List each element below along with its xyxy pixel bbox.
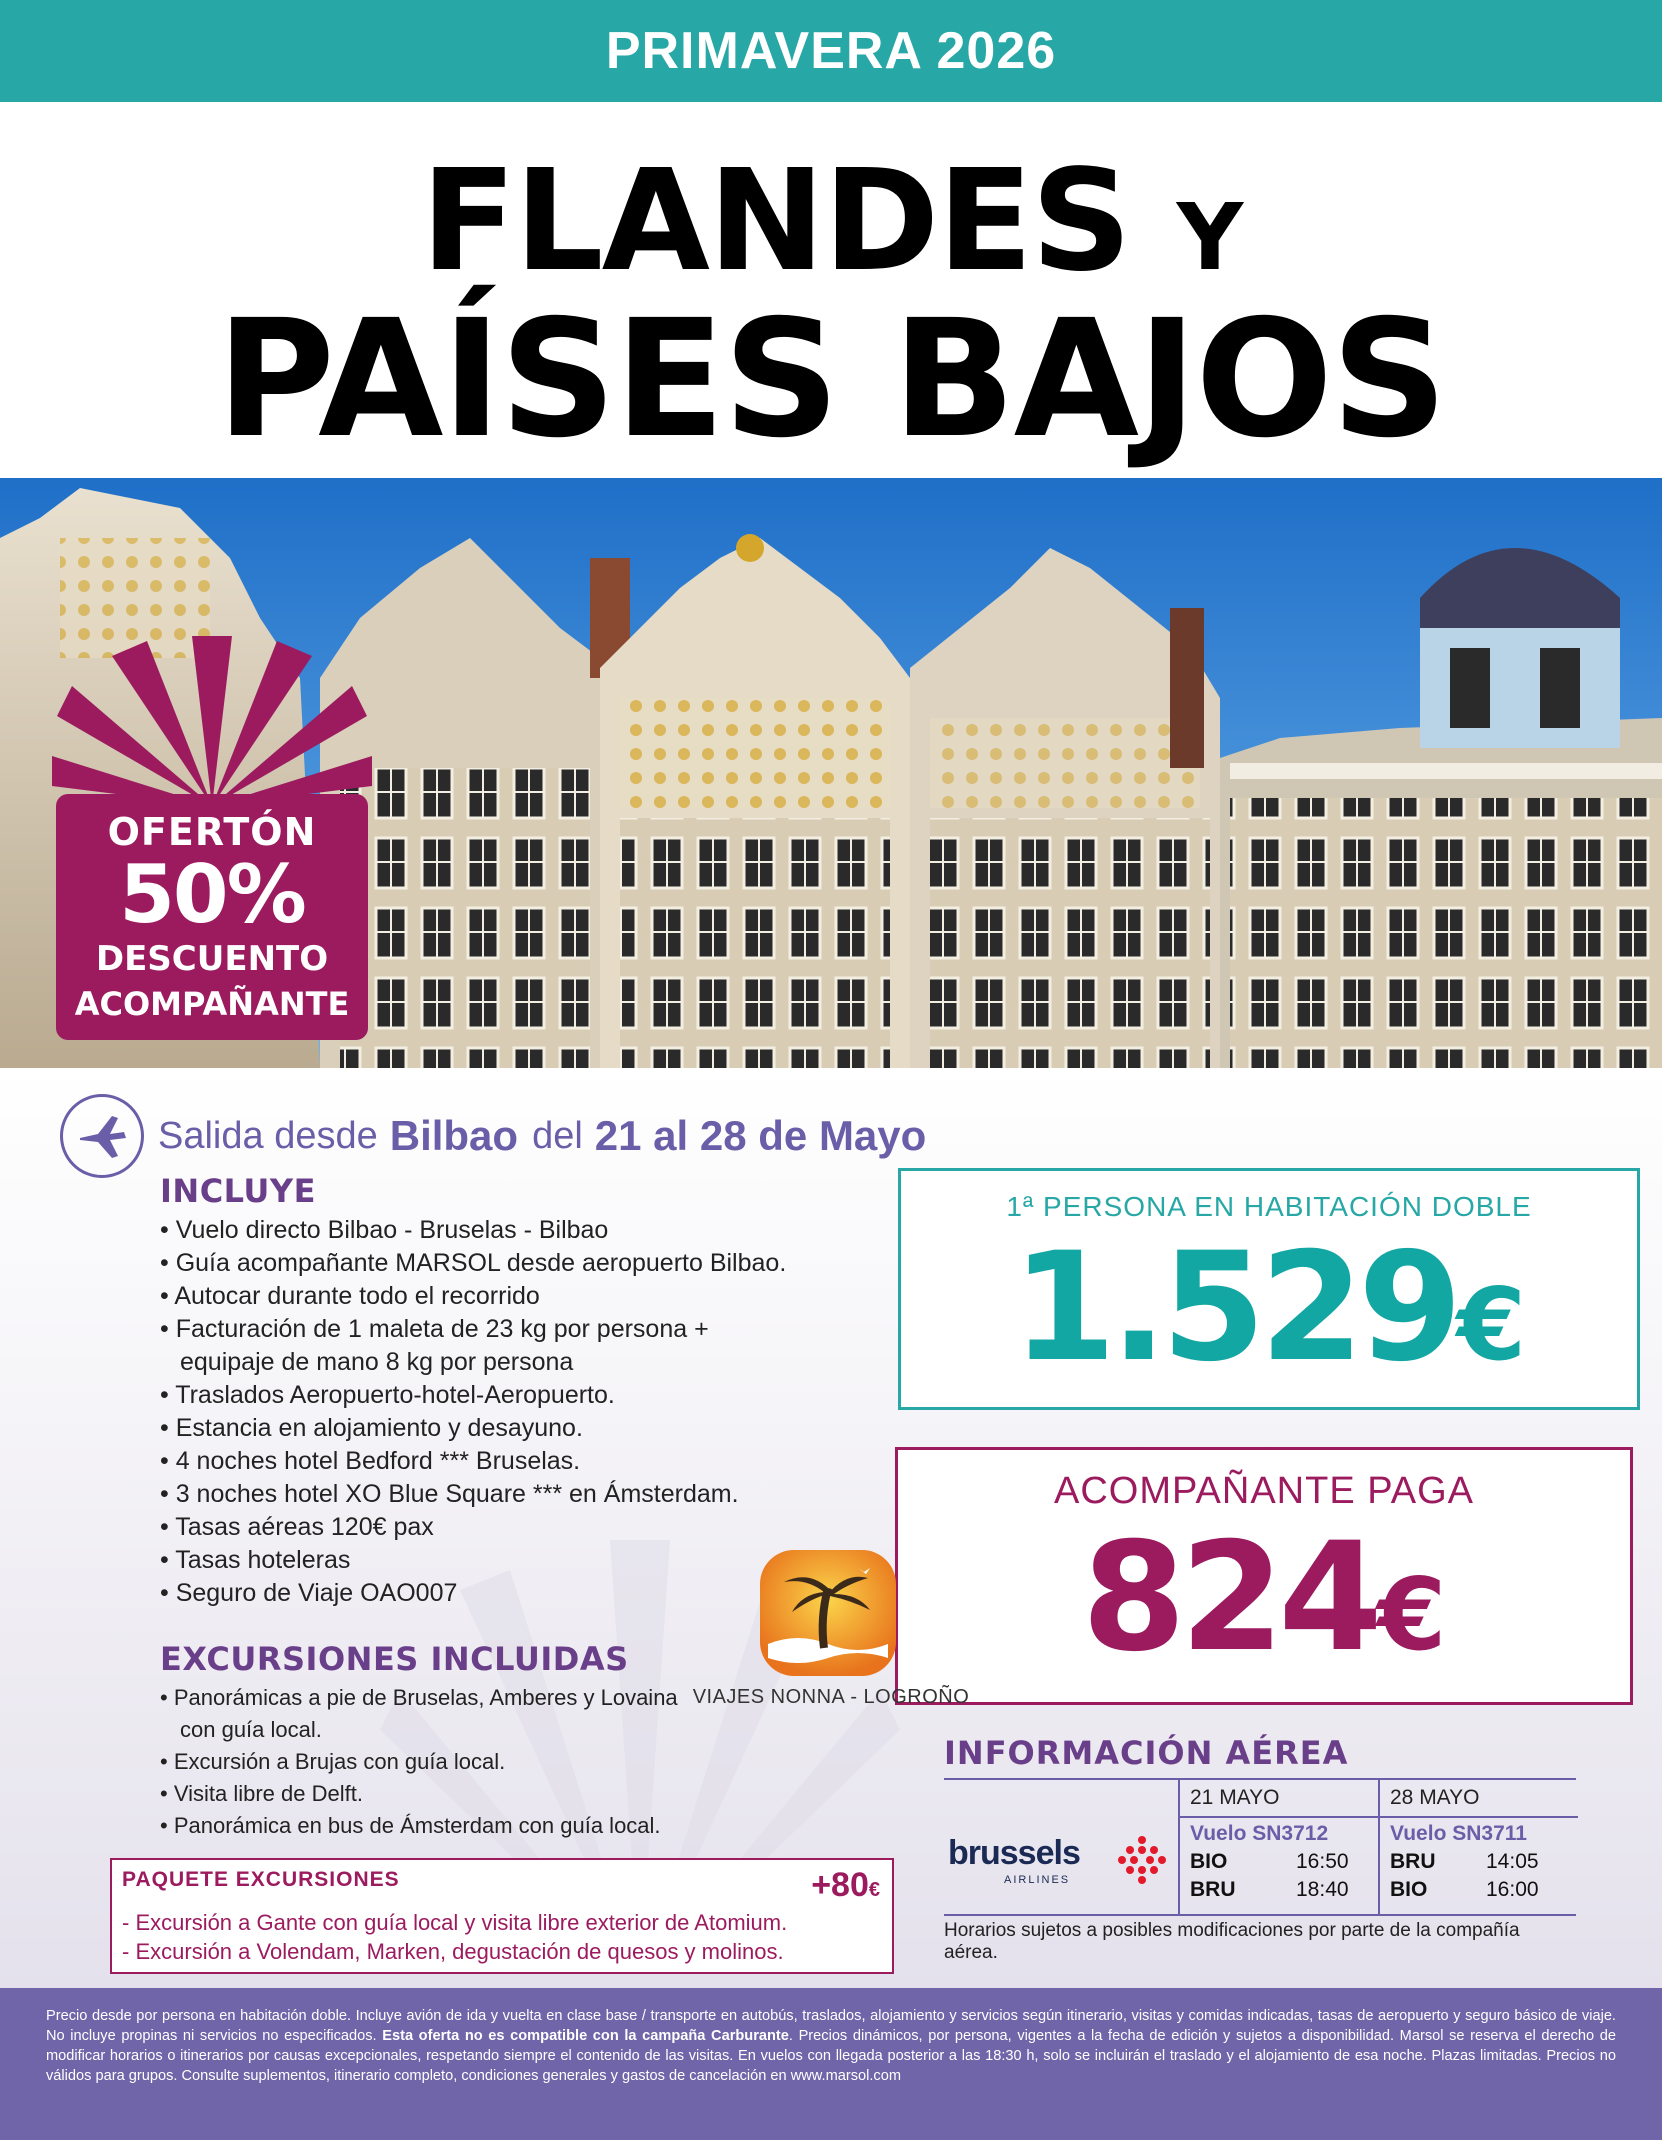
list-item: • Facturación de 1 maleta de 23 kg por persona + equipaje de mano 8 kg por persona (160, 1313, 800, 1379)
includes-heading: INCLUYE (160, 1172, 316, 1210)
price-companion-amount-wrap (898, 1513, 1630, 1700)
list-item: • Guía acompañante MARSOL desde aeropuerto Bilbao. (160, 1247, 880, 1280)
airline-name: brussels (948, 1834, 1080, 1872)
offer-discount: DESCUENTO (95, 939, 329, 979)
palm-tree-logo-icon (758, 1548, 898, 1678)
departure-prefix: Salida desde (158, 1114, 378, 1157)
offer-badge (52, 636, 372, 1046)
price-companion-currency: € (1376, 1556, 1447, 1673)
return-dep: 14:05 (1486, 1850, 1539, 1873)
package-price-wrap (811, 1866, 880, 1905)
outbound-flight: Vuelo SN3712 (1190, 1822, 1329, 1845)
departure-mid: del (532, 1114, 583, 1157)
price-companion-label: ACOMPAÑANTE PAGA (1054, 1470, 1474, 1512)
list-item: • 4 noches hotel Bedford *** Bruselas. (160, 1445, 880, 1478)
airline-sub: AIRLINES (1004, 1874, 1071, 1886)
list-item: • Traslados Aeropuerto-hotel-Aeropuerto. (160, 1379, 880, 1412)
list-item: - Excursión a Gante con guía local y visita libre exterior de Atomium. (122, 1908, 787, 1937)
outbound-dep: 16:50 (1296, 1850, 1349, 1873)
return-flight: Vuelo SN3711 (1390, 1822, 1527, 1845)
price-first-person (898, 1168, 1640, 1410)
airline-dots-icon (1118, 1836, 1166, 1884)
excursions-list (160, 1682, 680, 1842)
flight-return (1378, 1780, 1576, 1914)
offer-companion: ACOMPAÑANTE (74, 985, 350, 1023)
season-label: PRIMAVERA 2026 (605, 22, 1057, 80)
list-item: • Estancia en alojamiento y desayuno. (160, 1412, 880, 1445)
list-item: • Tasas hoteleras (160, 1544, 880, 1577)
departure-line (60, 1100, 926, 1172)
departure-city: Bilbao (389, 1112, 519, 1159)
flight-info-heading: INFORMACIÓN AÉREA (944, 1734, 1349, 1772)
price-first-amount-wrap (901, 1223, 1637, 1410)
package-list (122, 1908, 787, 1966)
price-companion (895, 1447, 1633, 1705)
outbound-to: BRU (1190, 1878, 1236, 1901)
footer-text-b: . Precios dinámicos, por persona, vigentes a la fecha de edición y sujetos a disponibilidad. Marsol se reserva el derecho de modificar horarios o itinerarios por causas excepcionales, respetando siempre el contenido de las visitas. En vuelos con llegada posterior a las 18:30 h, solo se incluirán el traslado y el alojamiento de esa noche. Plazas limitadas. Precios no válidos para grupos. Consulte suplementos, itinerario completo, condiciones generales y gastos de cancelación en www.marsol.com (46, 2028, 1616, 2084)
excursion-package-box (110, 1858, 894, 1974)
list-item: • Excursión a Brujas con guía local. (160, 1746, 680, 1778)
agency-name: VIAJES NONNA - LOGROÑO (692, 1686, 970, 1708)
departure-dates: 21 al 28 de Mayo (594, 1112, 927, 1159)
list-item: • Vuelo directo Bilbao - Bruselas - Bilbao (160, 1214, 880, 1247)
price-companion-amount: 824 (1081, 1511, 1377, 1685)
list-item: • Autocar durante todo el recorrido (160, 1280, 880, 1313)
flight-outbound (1178, 1780, 1378, 1914)
footer-text-bold: Esta oferta no es compatible con la campaña Carburante (382, 2028, 789, 2044)
price-first-amount: 1.529 (1011, 1221, 1457, 1395)
list-item: • Visita libre de Delft. (160, 1778, 680, 1810)
list-item: • Panorámicas a pie de Bruselas, Amberes y Lovaina con guía local. (160, 1682, 680, 1746)
return-from: BRU (1390, 1850, 1436, 1873)
sunburst-icon (52, 636, 372, 806)
list-item: • Panorámica en bus de Ámsterdam con guía local. (160, 1810, 860, 1842)
outbound-from: BIO (1190, 1850, 1228, 1873)
title-flandes: FLANDES (420, 140, 1130, 303)
package-price: +80 (811, 1866, 869, 1904)
outbound-date: 21 MAYO (1190, 1786, 1280, 1809)
package-currency: € (868, 1879, 880, 1901)
return-to: BIO (1390, 1878, 1428, 1901)
return-arr: 16:00 (1486, 1878, 1539, 1901)
price-first-currency: € (1456, 1266, 1527, 1383)
list-item: • Tasas aéreas 120€ pax (160, 1511, 880, 1544)
schedule-note: Horarios sujetos a posibles modificaciones por parte de la compañía aérea. (944, 1920, 1520, 1963)
offer-label: OFERTÓN (107, 810, 317, 854)
footer-text-a: Precio desde por persona en habitación doble. Incluye avión de ida y vuelta en clase base / transporte en autobús, traslados, alojamiento y servicios según itinerario, visitas y comidas indicadas, tasas de aeropuerto y seguro básico de viaje. No incluye propinas ni servicios no especificados. (46, 2008, 1616, 2044)
title-y: Y (1176, 184, 1242, 291)
list-item: • Seguro de Viaje OAO007 (160, 1577, 880, 1610)
offer-percent: 50% (119, 848, 305, 941)
season-banner (0, 0, 1662, 102)
return-date: 28 MAYO (1390, 1786, 1480, 1809)
offer-badge-box (56, 794, 368, 1040)
list-item: - Excursión a Volendam, Marken, degustación de quesos y molinos. (122, 1937, 787, 1966)
legal-footer (0, 1988, 1662, 2140)
list-item: • 3 noches hotel XO Blue Square *** en Ámsterdam. (160, 1478, 880, 1511)
package-heading: PAQUETE EXCURSIONES (122, 1868, 400, 1891)
title-line-2: PAÍSES BAJOS (216, 286, 1446, 474)
outbound-arr: 18:40 (1296, 1878, 1349, 1901)
price-first-label: 1ª PERSONA EN HABITACIÓN DOBLE (1006, 1191, 1532, 1222)
airline-logo (948, 1834, 1118, 1894)
plane-icon (60, 1094, 144, 1178)
flight-table (944, 1778, 1576, 1916)
excursions-heading: EXCURSIONES INCLUIDAS (160, 1640, 629, 1678)
